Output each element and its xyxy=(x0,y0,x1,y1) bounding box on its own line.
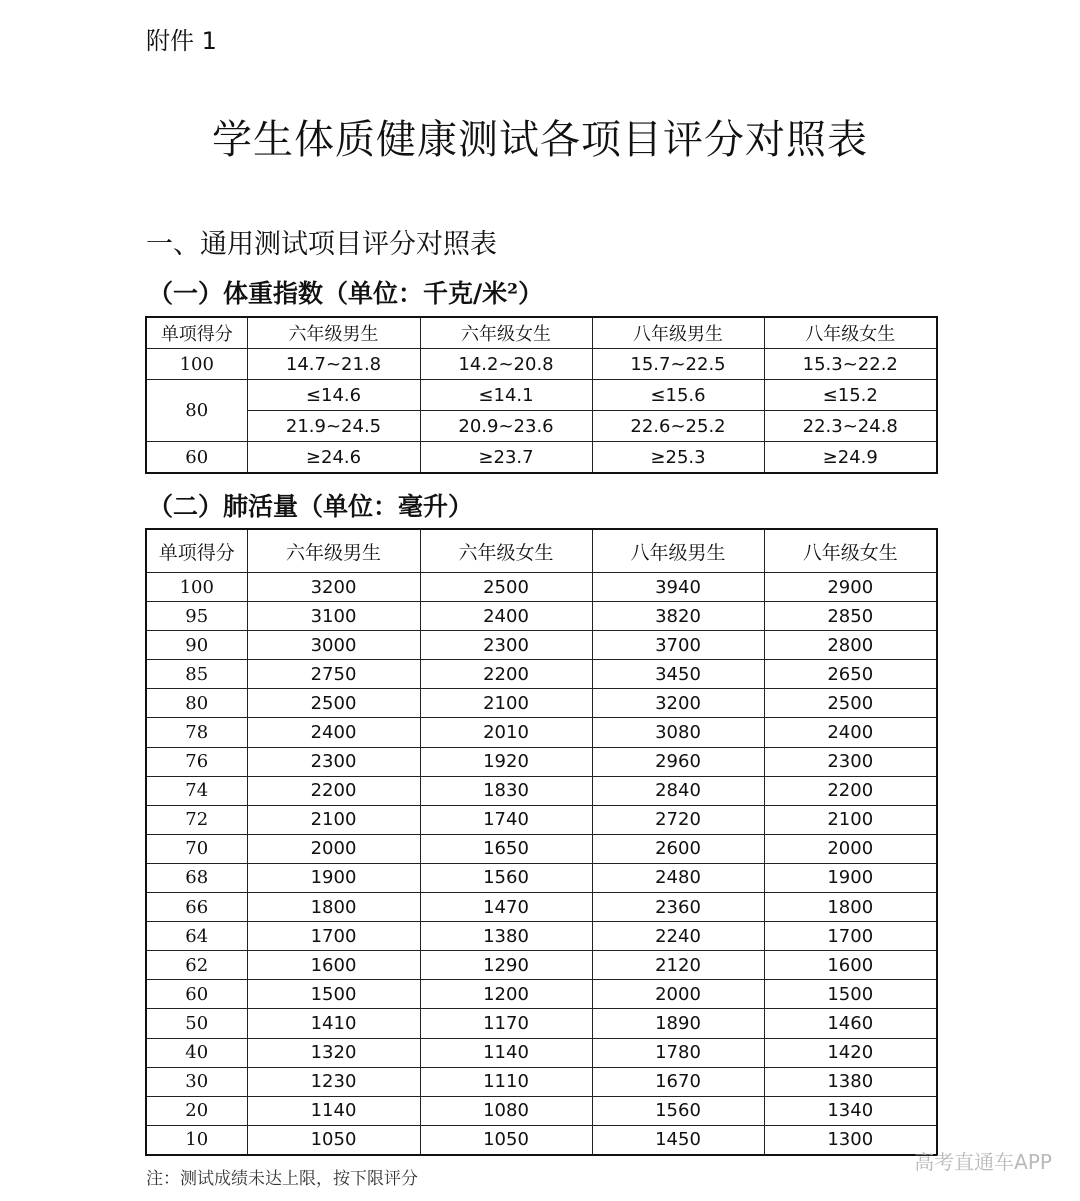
value-cell: ≥24.6 xyxy=(247,442,420,474)
value-cell: 1560 xyxy=(420,863,592,892)
value-cell: 1890 xyxy=(592,1009,764,1038)
value-cell: 1380 xyxy=(420,922,592,951)
value-cell: 1740 xyxy=(420,805,592,834)
score-cell: 72 xyxy=(146,805,247,834)
page-title: 学生体质健康测试各项目评分对照表 xyxy=(212,117,868,163)
table-row xyxy=(146,747,937,776)
lung-capacity-heading: （二）肺活量（单位：毫升） xyxy=(148,492,474,521)
footnote: 注：测试成绩未达上限，按下限评分 xyxy=(146,1169,418,1189)
value-cell: 1900 xyxy=(764,863,937,892)
score-cell: 78 xyxy=(146,718,247,747)
score-cell: 95 xyxy=(146,602,247,631)
value-cell: 1780 xyxy=(592,1038,764,1067)
value-cell: 15.3~22.2 xyxy=(764,349,937,380)
table-row xyxy=(146,863,937,892)
value-cell: 1050 xyxy=(247,1125,420,1155)
value-cell: 22.3~24.8 xyxy=(764,411,937,442)
score-cell: 80 xyxy=(146,380,247,442)
table-row xyxy=(146,1067,937,1096)
value-cell: 3450 xyxy=(592,660,764,689)
table-row xyxy=(146,893,937,922)
value-cell: 1560 xyxy=(592,1096,764,1125)
value-cell: ≥23.7 xyxy=(420,442,592,474)
lung-capacity-table xyxy=(145,528,938,1156)
value-cell: 1600 xyxy=(247,951,420,980)
attachment-label: 附件 1 xyxy=(146,27,217,55)
table-row xyxy=(146,1009,937,1038)
value-cell: 1800 xyxy=(764,893,937,922)
value-cell: 2300 xyxy=(247,747,420,776)
score-cell: 76 xyxy=(146,747,247,776)
score-cell: 30 xyxy=(146,1067,247,1096)
value-cell: 1830 xyxy=(420,776,592,805)
score-cell: 85 xyxy=(146,660,247,689)
score-cell: 40 xyxy=(146,1038,247,1067)
score-cell: 80 xyxy=(146,689,247,718)
value-cell: 21.9~24.5 xyxy=(247,411,420,442)
value-cell: ≤14.1 xyxy=(420,380,592,411)
value-cell: 3080 xyxy=(592,718,764,747)
value-cell: 2000 xyxy=(592,980,764,1009)
value-cell: 2400 xyxy=(764,718,937,747)
score-cell: 74 xyxy=(146,776,247,805)
value-cell: 1650 xyxy=(420,834,592,863)
value-cell: 1450 xyxy=(592,1125,764,1155)
value-cell: 2500 xyxy=(764,689,937,718)
value-cell: 15.7~22.5 xyxy=(592,349,764,380)
header-cell: 八年级男生 xyxy=(592,317,764,349)
table-row xyxy=(146,349,937,380)
value-cell: 2400 xyxy=(247,718,420,747)
table-row xyxy=(146,980,937,1009)
value-cell: 2300 xyxy=(420,631,592,660)
value-cell: 14.2~20.8 xyxy=(420,349,592,380)
value-cell: 2840 xyxy=(592,776,764,805)
value-cell: 2480 xyxy=(592,863,764,892)
value-cell: 1700 xyxy=(247,922,420,951)
value-cell: 2000 xyxy=(764,834,937,863)
value-cell: 1460 xyxy=(764,1009,937,1038)
value-cell: 14.7~21.8 xyxy=(247,349,420,380)
value-cell: 1900 xyxy=(247,863,420,892)
header-cell: 单项得分 xyxy=(146,529,247,573)
header-cell: 六年级男生 xyxy=(247,317,420,349)
value-cell: 3700 xyxy=(592,631,764,660)
value-cell: 1700 xyxy=(764,922,937,951)
header-cell: 八年级女生 xyxy=(764,529,937,573)
value-cell: 2200 xyxy=(764,776,937,805)
value-cell: 1500 xyxy=(764,980,937,1009)
value-cell: ≥25.3 xyxy=(592,442,764,474)
bmi-table xyxy=(145,316,938,474)
value-cell: 1470 xyxy=(420,893,592,922)
value-cell: 2010 xyxy=(420,718,592,747)
value-cell: 2200 xyxy=(420,660,592,689)
value-cell: 2960 xyxy=(592,747,764,776)
table-row xyxy=(146,573,937,602)
value-cell: 3940 xyxy=(592,573,764,602)
value-cell: 2100 xyxy=(247,805,420,834)
value-cell: 1380 xyxy=(764,1067,937,1096)
table-row xyxy=(146,718,937,747)
score-cell: 50 xyxy=(146,1009,247,1038)
table-row xyxy=(146,1125,937,1155)
value-cell: 2360 xyxy=(592,893,764,922)
value-cell: 1140 xyxy=(247,1096,420,1125)
score-cell: 10 xyxy=(146,1125,247,1155)
value-cell: 1600 xyxy=(764,951,937,980)
value-cell: ≤15.2 xyxy=(764,380,937,411)
value-cell: 1320 xyxy=(247,1038,420,1067)
table-row xyxy=(146,951,937,980)
value-cell: 1920 xyxy=(420,747,592,776)
value-cell: 2120 xyxy=(592,951,764,980)
score-cell: 68 xyxy=(146,863,247,892)
value-cell: 1800 xyxy=(247,893,420,922)
table-row xyxy=(146,660,937,689)
value-cell: 1340 xyxy=(764,1096,937,1125)
value-cell: 2300 xyxy=(764,747,937,776)
value-cell: 1500 xyxy=(247,980,420,1009)
score-cell: 66 xyxy=(146,893,247,922)
value-cell: 2100 xyxy=(764,805,937,834)
table-header-row xyxy=(146,317,937,349)
value-cell: ≤14.6 xyxy=(247,380,420,411)
table-row xyxy=(146,631,937,660)
value-cell: 1420 xyxy=(764,1038,937,1067)
header-cell: 六年级女生 xyxy=(420,529,592,573)
table-row xyxy=(146,776,937,805)
value-cell: 2200 xyxy=(247,776,420,805)
score-cell: 62 xyxy=(146,951,247,980)
value-cell: 3200 xyxy=(247,573,420,602)
watermark: 高考直通车APP xyxy=(914,1150,1052,1174)
value-cell: 1670 xyxy=(592,1067,764,1096)
value-cell: 2750 xyxy=(247,660,420,689)
value-cell: 3200 xyxy=(592,689,764,718)
value-cell: 2400 xyxy=(420,602,592,631)
value-cell: 1110 xyxy=(420,1067,592,1096)
value-cell: 1300 xyxy=(764,1125,937,1155)
score-cell: 20 xyxy=(146,1096,247,1125)
value-cell: 22.6~25.2 xyxy=(592,411,764,442)
table-row xyxy=(146,380,937,411)
header-cell: 单项得分 xyxy=(146,317,247,349)
value-cell: ≥24.9 xyxy=(764,442,937,474)
header-cell: 六年级女生 xyxy=(420,317,592,349)
table-header-row xyxy=(146,529,937,573)
value-cell: 1050 xyxy=(420,1125,592,1155)
table-row xyxy=(146,602,937,631)
value-cell: 3820 xyxy=(592,602,764,631)
score-cell: 90 xyxy=(146,631,247,660)
value-cell: 20.9~23.6 xyxy=(420,411,592,442)
table-row xyxy=(146,805,937,834)
header-cell: 六年级男生 xyxy=(247,529,420,573)
table-row xyxy=(146,689,937,718)
value-cell: 2720 xyxy=(592,805,764,834)
score-cell: 100 xyxy=(146,573,247,602)
header-cell: 八年级女生 xyxy=(764,317,937,349)
value-cell: 1080 xyxy=(420,1096,592,1125)
table-row xyxy=(146,834,937,863)
value-cell: 3000 xyxy=(247,631,420,660)
value-cell: 1200 xyxy=(420,980,592,1009)
section-heading: 一、通用测试项目评分对照表 xyxy=(146,229,497,260)
value-cell: 2900 xyxy=(764,573,937,602)
value-cell: 2500 xyxy=(420,573,592,602)
value-cell: 3100 xyxy=(247,602,420,631)
value-cell: 2240 xyxy=(592,922,764,951)
value-cell: 1410 xyxy=(247,1009,420,1038)
score-cell: 60 xyxy=(146,980,247,1009)
value-cell: 1170 xyxy=(420,1009,592,1038)
table-row xyxy=(146,1038,937,1067)
value-cell: 2000 xyxy=(247,834,420,863)
table-row xyxy=(146,442,937,474)
value-cell: 1230 xyxy=(247,1067,420,1096)
value-cell: 1140 xyxy=(420,1038,592,1067)
score-cell: 100 xyxy=(146,349,247,380)
bmi-heading: （一）体重指数（单位：千克/米²） xyxy=(148,279,544,308)
score-cell: 70 xyxy=(146,834,247,863)
score-cell: 60 xyxy=(146,442,247,474)
table-row xyxy=(146,922,937,951)
value-cell: 2500 xyxy=(247,689,420,718)
table-row xyxy=(146,411,937,442)
value-cell: ≤15.6 xyxy=(592,380,764,411)
table-row xyxy=(146,1096,937,1125)
value-cell: 1290 xyxy=(420,951,592,980)
value-cell: 2800 xyxy=(764,631,937,660)
value-cell: 2650 xyxy=(764,660,937,689)
header-cell: 八年级男生 xyxy=(592,529,764,573)
score-cell: 64 xyxy=(146,922,247,951)
value-cell: 2600 xyxy=(592,834,764,863)
value-cell: 2850 xyxy=(764,602,937,631)
value-cell: 2100 xyxy=(420,689,592,718)
